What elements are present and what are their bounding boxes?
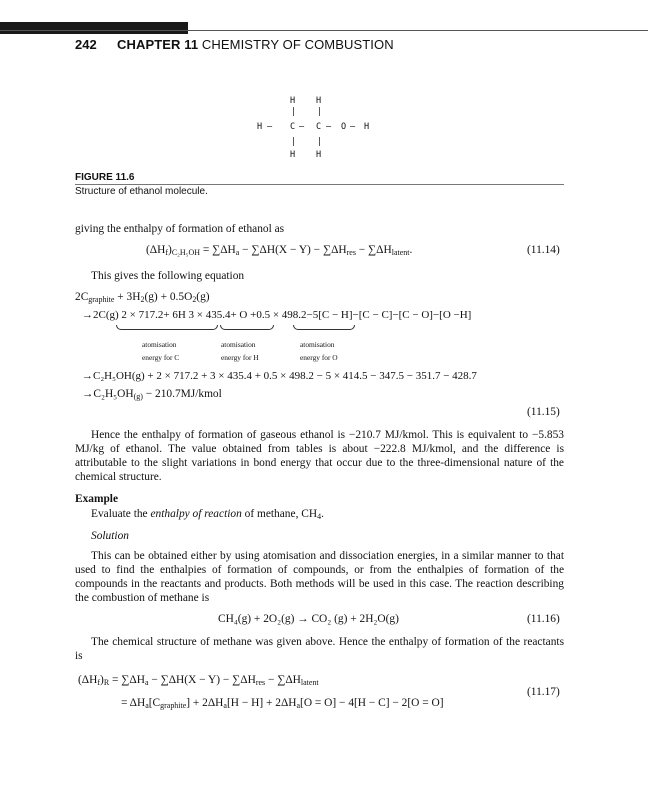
equation-number-11-14: (11.14) (527, 244, 560, 256)
figure-caption: Structure of ethanol molecule. (75, 186, 208, 197)
bond-horizontal: — (299, 122, 305, 132)
eq-sub: f (165, 248, 169, 257)
bond-horizontal: — (267, 122, 273, 132)
underbrace-h (220, 325, 274, 330)
intro-text: giving the enthalpy of formation of ethanol as (75, 223, 285, 235)
eq-text: = ∑ΔH (202, 244, 236, 256)
equation-11-16: CH₄(g) + 2O₂(g) → CO₂ (g) + 2H₂O(g) (218, 613, 399, 625)
chapter-label: CHAPTER 11 (117, 37, 199, 52)
brace-label-top: atomisation (142, 340, 177, 349)
eq-text: = ΔH (121, 697, 146, 709)
eq-text: − ∑ΔH (265, 674, 301, 686)
eq-text: − ∑ΔH(X − Y) − ∑ΔH (148, 674, 256, 686)
equation-11-14 (146, 244, 412, 257)
figure-label: FIGURE 11.6 (75, 172, 135, 183)
equation-line-1 (75, 291, 210, 304)
equation-line-3: →C₂H₅OH(g) + 2 × 717.2 + 3 × 435.4 + 0.5 × 498.2 − 5 × 414.5 − 347.5 − 351.7 − 428.7 (82, 370, 477, 382)
eq-sub: 2 (140, 295, 145, 304)
atom-o: O (341, 122, 347, 132)
eq-text: 2C (75, 291, 89, 303)
paragraph-solution: This can be obtained either by using atomisation and dissociation energies, in a similar manner to that used to find the enthalpies of formation of compounds, or from the enthalpies of formation of the compounds in the reactants and products. Both methods will be used in this case. The reaction describing the combustion of methane is (75, 550, 564, 604)
equation-11-17-line-2 (121, 697, 444, 710)
header-rule (0, 30, 648, 31)
brace-label-o (300, 340, 338, 363)
brace-label-bottom: energy for C (142, 353, 180, 362)
example-text-sub: 4 (317, 512, 322, 521)
eq-sub: a (296, 701, 301, 710)
brace-label-bottom: energy for H (221, 353, 259, 362)
eq-sub: C₂H₅OH (171, 248, 200, 257)
eq-sub: res (255, 678, 266, 687)
atom-h: H (290, 150, 296, 160)
eq-sub: latent (391, 248, 410, 257)
gives-text: This gives the following equation (91, 270, 245, 282)
eq-text: [C (148, 697, 161, 709)
bond-horizontal: — (326, 122, 332, 132)
eq-text: − ∑ΔH(X − Y) − ∑ΔH (239, 244, 347, 256)
eq-sub: a (145, 701, 149, 710)
solution-heading: Solution (91, 530, 129, 542)
chapter-heading (117, 37, 394, 52)
eq-sub: res (346, 248, 356, 257)
eq-text: (ΔH (146, 244, 166, 256)
eq-text: + 3H (114, 291, 141, 303)
paragraph-hence: Hence the enthalpy of formation of gaseous ethanol is −210.7 MJ/kmol. This is equivalent to −5.853 MJ/kg of ethanol. The value obtained from tables is about −222.8 MJ/kmol, and the difference is attributable to the slight variations in bond energy that occur due to the three-dimensional nature of the chemical structure. (75, 429, 564, 483)
eq-text: (g) (196, 291, 210, 303)
atom-c: C (316, 122, 322, 132)
equation-11-17-line-1 (78, 674, 319, 687)
page-number: 242 (75, 37, 97, 52)
bond-vertical: | (291, 107, 297, 117)
example-text-part: . (321, 508, 324, 520)
eq-sub: graphite (88, 295, 115, 304)
example-heading: Example (75, 493, 119, 505)
example-text-part: of methane, CH (241, 508, 318, 520)
eq-sub: graphite (160, 701, 187, 710)
atom-h: H (290, 96, 296, 106)
eq-text: − ∑ΔH (355, 244, 392, 256)
paragraph-methane: The chemical structure of methane was given above. Hence the enthalpy of formation of the reactants is (75, 636, 564, 662)
bond-vertical: | (317, 107, 323, 117)
eq-sub: a (144, 678, 149, 687)
equation-line-4 (82, 388, 222, 401)
eq-text: [O = O] − 4[H − C] − 2[O = O] (300, 697, 444, 709)
bond-horizontal: — (350, 122, 356, 132)
equation-number-11-16: (11.16) (527, 613, 560, 625)
underbrace-o (293, 325, 355, 330)
brace-label-c (142, 340, 179, 363)
eq-text: . (409, 244, 413, 256)
eq-text: (g) + 0.5O (144, 291, 193, 303)
eq-sub: a (235, 248, 240, 257)
atom-c: C (290, 122, 296, 132)
brace-label-top: atomisation (300, 340, 335, 349)
bond-vertical: | (291, 137, 297, 147)
brace-label-bottom: energy for O (300, 353, 338, 362)
eq-text: ) (100, 674, 104, 686)
eq-sub: f (97, 678, 101, 687)
eq-text: →C₂H₅OH (82, 388, 134, 400)
eq-sub: 2 (192, 295, 197, 304)
atom-h: H (316, 150, 322, 160)
example-text-part: Evaluate the (91, 508, 151, 520)
eq-text: = ∑ΔH (109, 674, 145, 686)
eq-text: ] + 2ΔH (186, 697, 224, 709)
example-text-italic: enthalpy of reaction (150, 508, 242, 520)
equation-number-11-15: (11.15) (527, 406, 560, 418)
chapter-title: CHEMISTRY OF COMBUSTION (201, 37, 394, 52)
ethanol-structure-diagram (253, 92, 383, 167)
brace-label-h (221, 340, 259, 363)
eq-sub: latent (300, 678, 319, 687)
eq-sub: a (223, 701, 227, 710)
eq-text: (ΔH (78, 674, 98, 686)
figure-rule (75, 184, 564, 185)
eq-text: ) (168, 244, 172, 256)
equation-number-11-17: (11.17) (527, 686, 560, 698)
eq-text: [H − H] + 2ΔH (226, 697, 297, 709)
underbrace-c (116, 325, 218, 330)
equation-line-2: →2C(g) 2 × 717.2+ 6H 3 × 435.4+ O +0.5 × 498.2−5[C − H]−[C − C]−[C − O]−[O −H] (82, 309, 472, 321)
atom-h: H (257, 122, 263, 132)
atom-h: H (316, 96, 322, 106)
example-text (91, 507, 324, 524)
eq-sub: (g) (133, 392, 143, 401)
atom-h: H (364, 122, 370, 132)
bond-vertical: | (317, 137, 323, 147)
eq-text: − 210.7MJ/kmol (142, 388, 222, 400)
eq-sub: R (103, 678, 110, 687)
header-bar (0, 22, 188, 34)
brace-label-top: atomisation (221, 340, 256, 349)
